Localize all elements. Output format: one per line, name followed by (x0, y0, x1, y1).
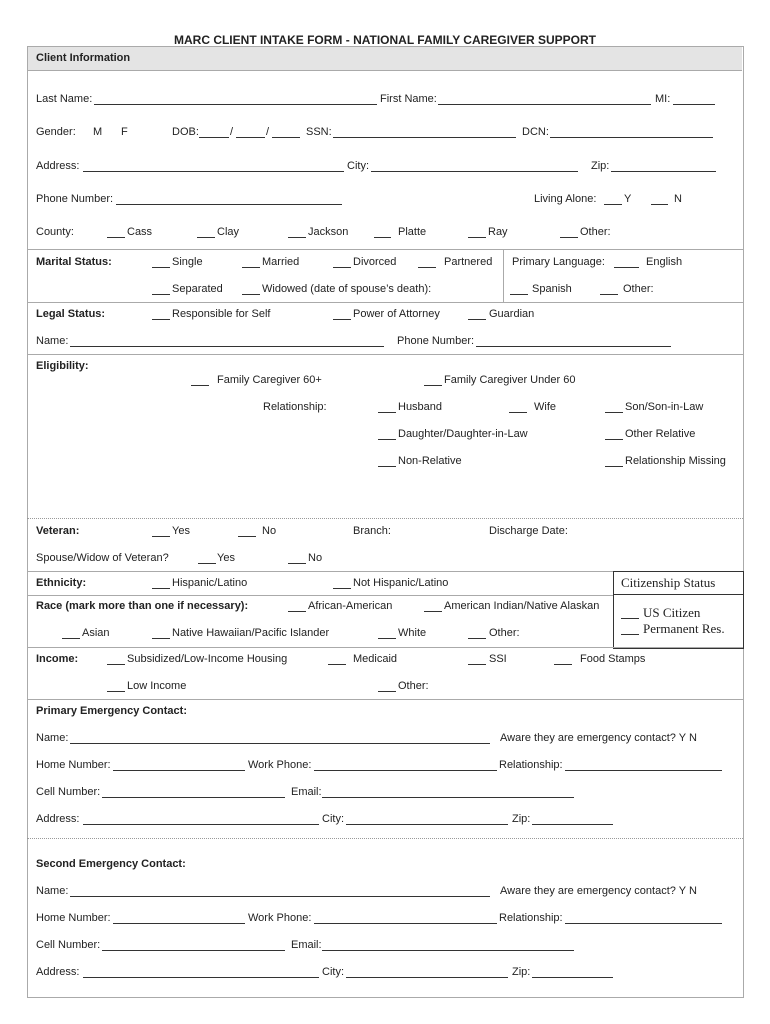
veteran-label: Veteran: (36, 525, 80, 537)
income-low: Low Income (127, 680, 187, 692)
race-native-hawaiian: Native Hawaiian/Pacific Islander (172, 627, 330, 639)
citizenship-title: Citizenship Status (621, 575, 716, 590)
second-zip-field[interactable] (532, 977, 613, 978)
income-ssi: SSI (489, 653, 507, 665)
primary-work-field[interactable] (314, 770, 497, 771)
marital-partnered: Partnered (444, 256, 493, 268)
primary-name-label: Name: (36, 732, 69, 744)
citizenship-box (613, 571, 744, 649)
income-check[interactable] (328, 664, 346, 665)
dob-label: DOB: (172, 126, 199, 138)
discharge-date-label: Discharge Date: (489, 525, 568, 537)
county-check[interactable] (288, 237, 306, 238)
spouse-veteran-yes: Yes (217, 552, 235, 564)
second-address-field[interactable] (83, 977, 319, 978)
marital-separated: Separated (172, 283, 223, 295)
second-home-label: Home Number: (36, 912, 111, 924)
divider (27, 647, 743, 648)
second-name-field[interactable] (70, 896, 490, 897)
divider (27, 302, 743, 303)
legal-check[interactable] (333, 319, 351, 320)
legal-check[interactable] (468, 319, 486, 320)
legal-responsible-self: Responsible for Self (172, 308, 271, 320)
marital-check[interactable] (333, 267, 351, 268)
marital-check[interactable] (242, 267, 260, 268)
income-subsidized: Subsidized/Low-Income Housing (127, 653, 288, 665)
primary-city-field[interactable] (346, 824, 508, 825)
legal-name-label: Name: (36, 335, 69, 347)
section-header-bar (28, 47, 742, 71)
living-alone-y-check[interactable] (604, 204, 622, 205)
divider-vertical (503, 250, 504, 302)
income-check[interactable] (468, 664, 486, 665)
veteran-check[interactable] (238, 536, 256, 537)
zip-label: Zip: (591, 160, 610, 172)
divider (27, 354, 743, 355)
divider (27, 838, 743, 839)
eligibility-label: Eligibility: (36, 360, 89, 372)
second-contact-label: Second Emergency Contact: (36, 858, 186, 870)
ethnicity-hispanic: Hispanic/Latino (172, 577, 248, 589)
ethnicity-not-hispanic: Not Hispanic/Latino (353, 577, 449, 589)
relationship-check[interactable] (605, 412, 623, 413)
relationship-check[interactable] (605, 439, 623, 440)
city-label: City: (347, 160, 369, 172)
race-check[interactable] (288, 611, 306, 612)
primary-work-label: Work Phone: (248, 759, 312, 771)
county-check[interactable] (374, 237, 391, 238)
marital-single: Single (172, 256, 203, 268)
first-name-field[interactable] (438, 104, 651, 105)
relationship-check[interactable] (378, 439, 396, 440)
income-check[interactable] (378, 691, 396, 692)
second-cell-field[interactable] (102, 950, 285, 951)
primary-language-label: Primary Language: (512, 256, 605, 268)
marital-married: Married (262, 256, 300, 268)
race-white: White (398, 627, 427, 639)
relationship-check[interactable] (378, 466, 396, 467)
county-jackson: Jackson (308, 226, 349, 238)
dob-separator: / (266, 126, 270, 138)
race-check[interactable] (152, 638, 170, 639)
city-field[interactable] (371, 171, 578, 172)
language-english: English (646, 256, 683, 268)
race-other: Other: (489, 627, 520, 639)
race-african-american: African-American (308, 600, 393, 612)
phone-field[interactable] (116, 204, 342, 205)
last-name-field[interactable] (94, 104, 377, 105)
primary-relationship-field[interactable] (565, 770, 722, 771)
primary-relationship-label: Relationship: (499, 759, 563, 771)
citizenship-permanent: Permanent Res. (643, 621, 725, 636)
second-aware-label: Aware they are emergency contact? Y N (500, 885, 697, 897)
divider (27, 699, 743, 700)
divider (27, 571, 613, 572)
language-other: Other: (623, 283, 654, 295)
legal-power-of-attorney: Power of Attorney (353, 308, 440, 320)
client-info-header: Client Information (36, 52, 131, 64)
language-check[interactable] (510, 294, 528, 295)
primary-zip-field[interactable] (532, 824, 613, 825)
second-work-label: Work Phone: (248, 912, 312, 924)
eligibility-check[interactable] (191, 385, 209, 386)
relationship-other-relative: Other Relative (625, 428, 696, 440)
race-label: Race (mark more than one if necessary): (36, 600, 249, 612)
spouse-veteran-check[interactable] (198, 563, 216, 564)
gender-f-option[interactable]: F (121, 126, 128, 138)
branch-label: Branch: (353, 525, 391, 537)
veteran-no: No (262, 525, 277, 537)
marital-divorced: Divorced (353, 256, 397, 268)
form-frame (27, 46, 744, 998)
county-cass: Cass (127, 226, 153, 238)
second-home-field[interactable] (113, 923, 245, 924)
primary-home-label: Home Number: (36, 759, 111, 771)
marital-status-label: Marital Status: (36, 256, 112, 268)
legal-name-field[interactable] (70, 346, 384, 347)
primary-cell-label: Cell Number: (36, 786, 101, 798)
dob-day-field[interactable] (236, 137, 265, 138)
marital-check[interactable] (418, 267, 436, 268)
second-name-label: Name: (36, 885, 69, 897)
divider (614, 594, 743, 595)
eligibility-fc60: Family Caregiver 60+ (217, 374, 322, 386)
last-name-label: Last Name: (36, 93, 93, 105)
phone-label: Phone Number: (36, 193, 114, 205)
relationship-daughter: Daughter/Daughter-in-Law (398, 428, 528, 440)
primary-aware-label: Aware they are emergency contact? Y N (500, 732, 697, 744)
marital-check[interactable] (242, 294, 260, 295)
veteran-check[interactable] (152, 536, 170, 537)
county-ray: Ray (488, 226, 508, 238)
living-alone-y-label: Y (624, 193, 632, 205)
dcn-label: DCN: (522, 126, 549, 138)
legal-phone-field[interactable] (476, 346, 671, 347)
primary-home-field[interactable] (113, 770, 245, 771)
primary-contact-label: Primary Emergency Contact: (36, 705, 187, 717)
race-american-indian: American Indian/Native Alaskan (444, 600, 600, 612)
race-asian: Asian (82, 627, 110, 639)
primary-zip-label: Zip: (512, 813, 531, 825)
marital-check[interactable] (152, 267, 170, 268)
county-check[interactable] (468, 237, 486, 238)
marital-check[interactable] (152, 294, 170, 295)
ssn-field[interactable] (333, 137, 516, 138)
relationship-wife: Wife (534, 401, 556, 413)
income-food-stamps: Food Stamps (580, 653, 646, 665)
income-label: Income: (36, 653, 79, 665)
relationship-label: Relationship: (263, 401, 327, 413)
language-check[interactable] (600, 294, 618, 295)
gender-m-option[interactable]: M (93, 126, 103, 138)
eligibility-check[interactable] (424, 385, 442, 386)
citizenship-us: US Citizen (643, 605, 701, 620)
income-medicaid: Medicaid (353, 653, 398, 665)
income-other: Other: (398, 680, 429, 692)
second-work-field[interactable] (314, 923, 497, 924)
second-city-label: City: (322, 966, 344, 978)
race-check[interactable] (424, 611, 442, 612)
eligibility-fc-under60: Family Caregiver Under 60 (444, 374, 576, 386)
legal-phone-label: Phone Number: (397, 335, 475, 347)
second-city-field[interactable] (346, 977, 508, 978)
dob-separator: / (230, 126, 234, 138)
citizenship-check[interactable] (621, 618, 639, 619)
mi-label: MI: (655, 93, 671, 105)
second-relationship-label: Relationship: (499, 912, 563, 924)
veteran-yes: Yes (172, 525, 190, 537)
relationship-check[interactable] (509, 412, 527, 413)
living-alone-n-label: N (674, 193, 682, 205)
ethnicity-check[interactable] (152, 588, 170, 589)
second-address-label: Address: (36, 966, 80, 978)
first-name-label: First Name: (380, 93, 437, 105)
county-label: County: (36, 226, 74, 238)
living-alone-label: Living Alone: (534, 193, 597, 205)
relationship-missing: Relationship Missing (625, 455, 726, 467)
county-check[interactable] (560, 237, 578, 238)
dcn-field[interactable] (550, 137, 713, 138)
race-check[interactable] (468, 638, 486, 639)
income-check[interactable] (107, 691, 125, 692)
income-check[interactable] (107, 664, 125, 665)
language-check[interactable] (614, 267, 639, 268)
spouse-veteran-no: No (308, 552, 323, 564)
county-other: Other: (580, 226, 611, 238)
county-platte: Platte (398, 226, 427, 238)
second-email-label: Email: (291, 939, 322, 951)
mi-field[interactable] (673, 104, 715, 105)
primary-name-field[interactable] (70, 743, 490, 744)
county-check[interactable] (107, 237, 125, 238)
ethnicity-check[interactable] (333, 588, 351, 589)
primary-email-field[interactable] (322, 797, 574, 798)
language-spanish: Spanish (532, 283, 572, 295)
ethnicity-label: Ethnicity: (36, 577, 87, 589)
spouse-veteran-label: Spouse/Widow of Veteran? (36, 552, 169, 564)
relationship-son: Son/Son-in-Law (625, 401, 704, 413)
relationship-non-relative: Non-Relative (398, 455, 462, 467)
relationship-husband: Husband (398, 401, 443, 413)
second-zip-label: Zip: (512, 966, 531, 978)
race-check[interactable] (62, 638, 80, 639)
form-title: MARC CLIENT INTAKE FORM - NATIONAL FAMILY CAREGIVER SUPPORT (173, 33, 596, 47)
primary-address-label: Address: (36, 813, 80, 825)
relationship-check[interactable] (605, 466, 623, 467)
spouse-veteran-check[interactable] (288, 563, 306, 564)
primary-cell-field[interactable] (102, 797, 285, 798)
relationship-check[interactable] (378, 412, 396, 413)
race-check[interactable] (378, 638, 396, 639)
county-clay: Clay (217, 226, 240, 238)
zip-field[interactable] (611, 171, 716, 172)
legal-status-label: Legal Status: (36, 308, 106, 320)
primary-address-field[interactable] (83, 824, 319, 825)
legal-check[interactable] (152, 319, 170, 320)
living-alone-n-check[interactable] (651, 204, 668, 205)
primary-city-label: City: (322, 813, 344, 825)
second-email-field[interactable] (322, 950, 574, 951)
marital-widowed: Widowed (date of spouse’s death): (262, 283, 432, 295)
income-check[interactable] (554, 664, 572, 665)
county-check[interactable] (197, 237, 215, 238)
divider (27, 595, 613, 596)
divider (27, 518, 743, 519)
address-label: Address: (36, 160, 80, 172)
second-cell-label: Cell Number: (36, 939, 101, 951)
gender-label: Gender: (36, 126, 76, 138)
dob-month-field[interactable] (199, 137, 229, 138)
address-field[interactable] (83, 171, 344, 172)
second-relationship-field[interactable] (565, 923, 722, 924)
dob-year-field[interactable] (272, 137, 300, 138)
primary-email-label: Email: (291, 786, 322, 798)
ssn-label: SSN: (306, 126, 332, 138)
citizenship-check[interactable] (621, 634, 639, 635)
legal-guardian: Guardian (489, 308, 535, 320)
divider (27, 249, 743, 250)
